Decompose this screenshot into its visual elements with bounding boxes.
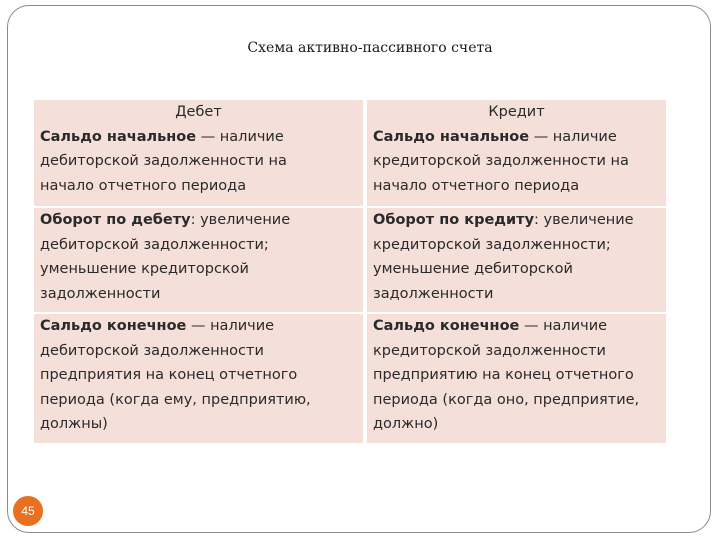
debit-turnover-first-line	[40, 208, 363, 233]
debit-turnover-line: дебиторской задолженности;	[40, 236, 269, 253]
debit-opening-term: Сальдо начальное	[40, 128, 197, 145]
debit-turnover-rest: : увеличение	[190, 212, 291, 228]
credit-closing-line: предприятию на конец отчетного	[373, 367, 634, 383]
debit-closing-term: Сальдо конечное	[40, 318, 187, 334]
credit-opening-cell	[367, 100, 666, 206]
credit-closing-rest: — наличие	[519, 318, 608, 334]
debit-turnover-term: Оборот по дебету	[40, 212, 191, 228]
account-scheme-table	[34, 100, 666, 443]
credit-closing-first-line	[373, 314, 666, 339]
credit-closing-line: должно)	[373, 416, 439, 432]
debit-closing-first-line	[40, 314, 363, 339]
credit-closing-line: периода (когда оно, предприятие,	[373, 391, 640, 408]
credit-opening-line: начало отчетного периода	[373, 177, 580, 194]
debit-turnover-line: уменьшение кредиторской	[40, 261, 249, 277]
credit-opening-rest: — наличие	[529, 128, 617, 145]
page-number-badge: 45	[13, 496, 43, 526]
credit-closing-line: кредиторской задолженности	[373, 342, 606, 359]
credit-opening-term: Сальдо начальное	[373, 128, 530, 145]
debit-header: Дебет	[175, 104, 222, 120]
credit-opening-first-line	[373, 125, 666, 150]
debit-closing-line: периода (когда ему, предприятию,	[40, 391, 311, 408]
credit-closing-cell	[367, 314, 666, 443]
debit-closing-line: дебиторской задолженности	[40, 342, 264, 359]
slide-title: Схема активно-пассивного счета	[247, 40, 493, 56]
debit-closing-rest: — наличие	[186, 318, 275, 334]
credit-turnover-term: Оборот по кредиту	[373, 212, 535, 228]
credit-header: Кредит	[488, 104, 545, 120]
debit-closing-line: предприятия на конец отчетного	[40, 367, 298, 383]
credit-turnover-line: задолженности	[373, 285, 494, 302]
credit-turnover-first-line	[373, 208, 666, 233]
debit-opening-line: дебиторской задолженности на	[40, 153, 287, 169]
credit-turnover-line: кредиторской задолженности;	[373, 236, 611, 253]
debit-closing-line: должны)	[40, 416, 108, 432]
credit-turnover-rest: : увеличение	[534, 212, 634, 228]
debit-opening-cell	[34, 100, 363, 206]
debit-turnover-cell	[34, 208, 363, 312]
debit-turnover-line: задолженности	[40, 285, 161, 302]
debit-opening-rest: — наличие	[196, 128, 284, 145]
credit-turnover-cell	[367, 208, 666, 312]
credit-opening-line: кредиторской задолженности на	[373, 153, 629, 169]
debit-opening-line: начало отчетного периода	[40, 177, 247, 194]
credit-closing-term: Сальдо конечное	[373, 318, 520, 334]
debit-opening-first-line	[40, 125, 363, 150]
credit-turnover-line: уменьшение дебиторской	[373, 261, 573, 277]
debit-closing-cell	[34, 314, 363, 443]
